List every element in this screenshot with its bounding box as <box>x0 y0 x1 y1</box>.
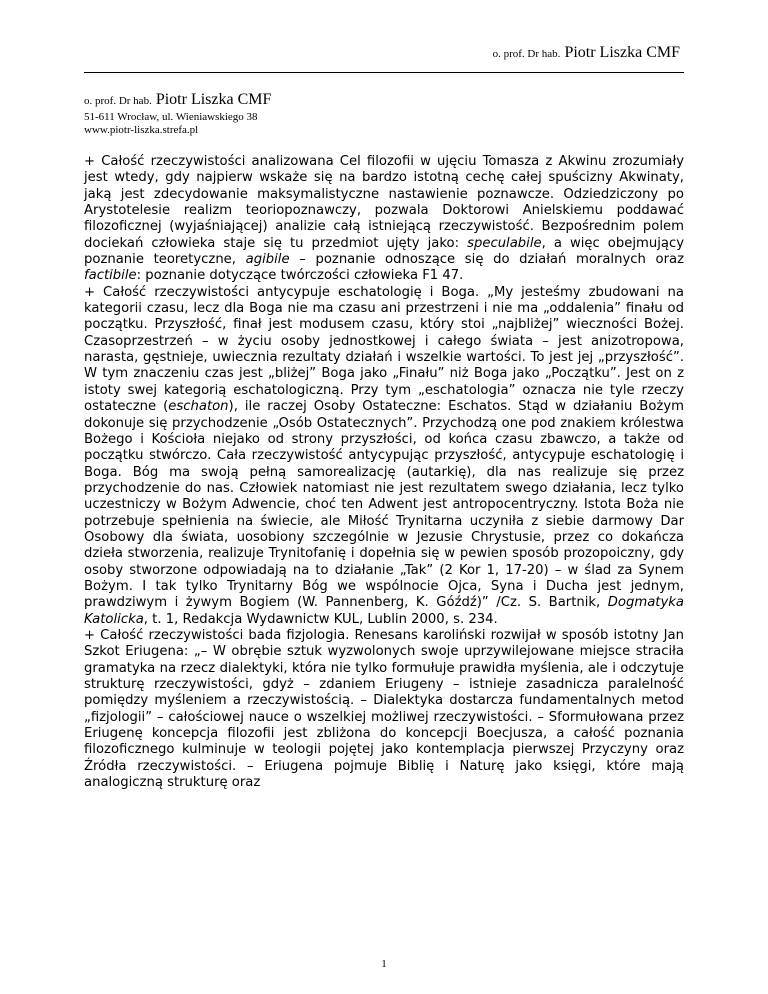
text-run: , t. 1, Redakcja Wydawnictw KUL, Lublin 2000, s. 234. <box>143 611 498 627</box>
body-text <box>84 154 684 791</box>
text-run: ), ile raczej Osoby Ostateczne: Eschatos. Stąd w działaniu Bożym dokonuje się przychodzenie „Osób Ostatecznych”. Przychodzą one pod znakiem królestwa Bożego i Kościoła niejako od strony przyszłości, od końca czasu zbawczo, a także od początku stwórczo. Cała rzeczywistość antycypując przyszłość, antycypuje eschatologię i Boga. Bóg ma swoją pełną samorealizację (autarkię), dla nas realizuje się przez przychodzenie do nas. Człowiek natomiast nie jest rezultatem swego działania, lecz tylko uczestniczy w Bożym Adwencie, choć ten Adwent jest antropocentryczny. Istota Boża nie potrzebuje spełnienia na świecie, ale Miłość Trynitarna uczyniła z siebie darmowy Dar Osobowy dla świata, uosobiony szczególnie w Jezusie Chrystusie, przez co dokańcza dzieła stworzenia, realizuje Trynitofanię i dopełnia się w pewien sposób prozopoiczny, gdy osoby stworzone odpowiadają na to działanie „Tak” (2 Kor 1, 17-20) – w ślad za Synem Bożym. I tak tylko Trynitarny Bóg we wspólnocie Ojca, Syna i Ducha jest jednym, prawdziwym i żywym Bogiem (W. Pannenberg, K. Góźdź)” /Cz. S. Bartnik, <box>84 399 684 611</box>
italic-text-run: speculabile <box>467 235 542 251</box>
letterhead-website: www.piotr-liszka.strefa.pl <box>84 124 199 136</box>
text-run: – poznanie odnoszące się do działań moralnych oraz <box>289 252 685 268</box>
header-rule <box>84 72 684 73</box>
letterhead-prefix: o. prof. Dr hab. <box>84 95 152 107</box>
paragraph <box>84 628 684 791</box>
text-run: + Całość rzeczywistości bada fizjologia. Renesans karoliński rozwijał w sposób istotny Jan Szkot Eriugena: „– W obrębie sztuk wyzwolonych swoje uprzywilejowane miejsce straciła gramatyka na rzecz dialektyki, która nie tylko formułuje prawidła myślenia, ale i odczytuje strukturę rzeczywistości, gdyż – zdaniem Eriugeny – istnieje zasadnicza paralelność pomiędzy myśleniem a rzeczywistością. – Dialektyka dostarcza fundamentalnych metod „fizjologii” – całościowej nauce o wszelkiej możliwej rzeczywistości. – Sformułowana przez Eriugenę koncepcja filozofii jest zbliżona do koncepcji Boecjusza, a całość poznania filozoficznego kulminuje w teologii pojętej jako kontemplacja pierwszej Przyczyny oraz Źródła rzeczywistości. – Eriugena pojmuje Biblię i Naturę jako księgi, które mają analogiczną strukturę oraz <box>84 627 684 791</box>
letterhead-name-line <box>84 90 271 111</box>
italic-text-run: Dogmatyka Katolicka <box>84 595 684 627</box>
header-prefix: o. prof. Dr hab. <box>492 48 561 60</box>
page-number: 1 <box>381 958 387 970</box>
text-run: + Całość rzeczywistości antycypuje eschatologię i Boga. „My jesteśmy zbudowani na kategorii czasu, lecz dla Boga nie ma czasu ani przestrzeni i nie ma „oddalenia” finału od początku. Przyszłość, finał jest modusem czasu, który stoi „najbliżej” wieczności Bożej. Czasoprzestrzeń – w życiu osoby jednostkowej i całego świata – jest anizotropowa, narasta, gęstnieje, uwiecznia rezultaty działań i wszelkie wartości. To jest jej „przyszłość”. W tym znaczeniu czas jest „bliżej” Boga jako „Finału” niż Boga jako „Początku”. Jest on z istoty swej kategorią eschatologiczną. Przy tym „eschatologia” oznacza nie tyle rzeczy ostateczne ( <box>84 284 684 415</box>
italic-text-run: agibile <box>245 252 290 268</box>
italic-text-run: eschaton <box>168 399 229 415</box>
paragraph <box>84 285 684 628</box>
letterhead-address: 51-611 Wrocław, ul. Wieniawskiego 38 <box>84 111 258 123</box>
text-run: : poznanie dotyczące twórczości człowieka F1 47. <box>136 268 464 284</box>
header-name: Piotr Liszka CMF <box>564 44 680 61</box>
italic-text-run: factibile <box>84 268 137 284</box>
text-run: , a więc obejmujący poznanie teoretyczne, <box>84 235 684 268</box>
letterhead <box>84 90 271 137</box>
paragraph <box>84 154 684 285</box>
text-run: + Całość rzeczywistości analizowana Cel filozofii w ujęciu Tomasza z Akwinu zrozumiały jest wtedy, gdy najpierw wskaże się na bardzo istotną cechę całej spuścizny Akwinaty, jaką jest zdecydowanie maksymalistyczne nastawienie poznawcze. Odziedziczony po Arystotelesie realizm teoriopoznawczy, pozwala Doktorowi Anielskiemu poddawać filozoficznej (wyjaśniającej) analizie całą istniejącą rzeczywistość. Bezpośrednim polem dociekań człowieka staje się tu przedmiot ujęty jako: <box>84 154 684 251</box>
letterhead-name: Piotr Liszka CMF <box>155 91 272 108</box>
running-header <box>493 44 680 62</box>
